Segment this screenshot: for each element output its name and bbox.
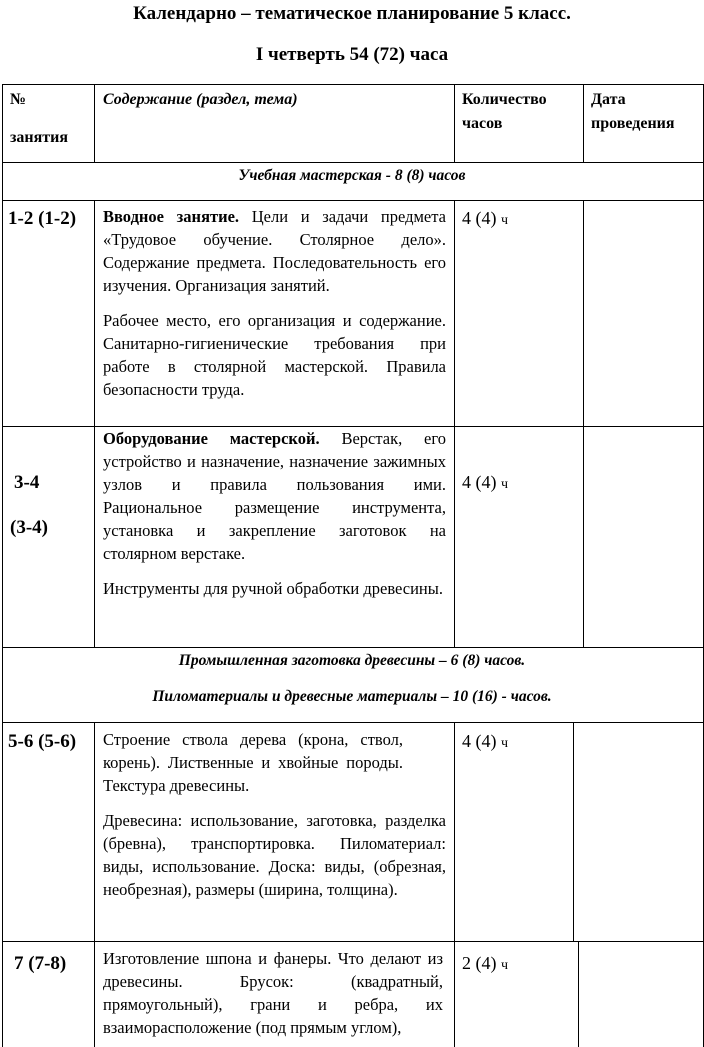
header-date-line2: проведения [591, 115, 675, 132]
col-divider-3 [583, 84, 584, 162]
row3-col1 [94, 722, 95, 941]
table-border-left [2, 84, 3, 1047]
section1-divider [2, 200, 704, 201]
lesson-hours-value: 4 (4) [462, 208, 497, 228]
lesson-hours-unit: ч [501, 958, 509, 973]
lesson-hours [462, 953, 508, 974]
lesson-content-lead: Оборудование мастерской. [103, 429, 320, 448]
lesson-hours-unit: ч [501, 736, 509, 751]
lesson-content [103, 205, 446, 401]
header-date [591, 88, 675, 136]
row1-col1 [94, 200, 95, 426]
row4-col1 [94, 941, 95, 1047]
lesson-hours [462, 731, 508, 752]
section-title-harvesting: Промышленная заготовка древесины – 6 (8) часов. [178, 652, 526, 669]
header-number-line2: занятия [10, 129, 69, 146]
document-subtitle: I четверть 54 (72) часа [255, 44, 449, 65]
lesson-hours-value: 4 (4) [462, 731, 497, 751]
header-number-line1: № [10, 91, 27, 108]
row2-col1 [94, 426, 95, 647]
lesson-hours-unit: ч [501, 477, 509, 492]
row3-col2 [454, 722, 455, 941]
row4-col2 [454, 941, 455, 1047]
section-title-lumber: Пиломатериалы и древесные материалы – 10 (16) - часов. [152, 688, 552, 705]
lesson-content-paragraph: Строение ствола дерева (крона, ствол, корень). Лиственные и хвойные породы. Текстура древесины. [103, 730, 403, 795]
row3-divider [2, 941, 704, 942]
row3-col3 [573, 722, 574, 941]
header-date-line1: Дата [591, 91, 626, 108]
row1-col2 [454, 200, 455, 426]
row4-col3 [578, 941, 579, 1047]
lesson-hours [462, 472, 508, 493]
lesson-content-paragraph: Древесина: использование, заготовка, разделка (бревна), транспортировка. Пиломатериал: виды, использование. Доска: виды, (обрезная, необрезная), размеры (ширина, толщина). [103, 811, 446, 899]
section2-divider [2, 722, 704, 723]
lesson-number: 7 (7-8) [14, 953, 67, 974]
header-hours [462, 88, 547, 136]
header-hours-line2: часов [462, 115, 503, 132]
lesson-content-paragraph: Инструменты для ручной обработки древесины. [103, 579, 443, 598]
row2-divider [2, 647, 704, 648]
lesson-content [103, 427, 446, 600]
lesson-content-lead: Вводное занятие. [103, 207, 240, 226]
row2-col2 [454, 426, 455, 647]
header-hours-line1: Количество [462, 91, 547, 108]
lesson-hours-unit: ч [501, 213, 509, 228]
lesson-number-alt: (3-4) [10, 517, 48, 538]
lesson-content [103, 947, 446, 1039]
lesson-content-text: Верстак, его устройство и назначение, назначение зажимных узлов и правила пользования ими. Рациональное размещение инструмента, установка и закрепление заготовок на столярном верстаке. [103, 429, 446, 563]
header-divider [2, 162, 704, 163]
header-number [10, 88, 68, 150]
lesson-hours-value: 4 (4) [462, 472, 497, 492]
lesson-number: 3-4 [14, 472, 40, 493]
lesson-content-paragraph [103, 427, 446, 565]
document-title: Календарно – тематическое планирование 5 класс. [133, 3, 571, 24]
lesson-number: 1-2 (1-2) [8, 208, 77, 229]
lesson-content-paragraph [103, 205, 446, 297]
lesson-hours [462, 208, 508, 229]
lesson-number: 5-6 (5-6) [8, 731, 77, 752]
header-content: Содержание (раздел, тема) [103, 91, 298, 108]
row1-col3 [583, 200, 584, 426]
lesson-content-text: Цели и задачи предмета «Трудовое обучение. Столярное дело». Содержание предмета. Последовательность его изучения. Организация занятий. [103, 207, 446, 295]
row2-col3 [583, 426, 584, 647]
section-title-workshop: Учебная мастерская - 8 (8) часов [238, 167, 466, 184]
table-border-top [2, 84, 704, 85]
lesson-content-paragraph: Изготовление шпона и фанеры. Что делают из древесины. Брусок: (квадратный, прямоугольный), грани и ребра, их взаиморасположение (под прямым углом), [103, 949, 443, 1037]
lesson-content-paragraph: Рабочее место, его организация и содержание. Санитарно-гигиенические требования при работе в столярной мастерской. Правила безопасности труда. [103, 311, 446, 399]
col-divider-2 [454, 84, 455, 162]
col-divider-1 [94, 84, 95, 162]
lesson-hours-value: 2 (4) [462, 953, 497, 973]
lesson-content [103, 728, 446, 901]
